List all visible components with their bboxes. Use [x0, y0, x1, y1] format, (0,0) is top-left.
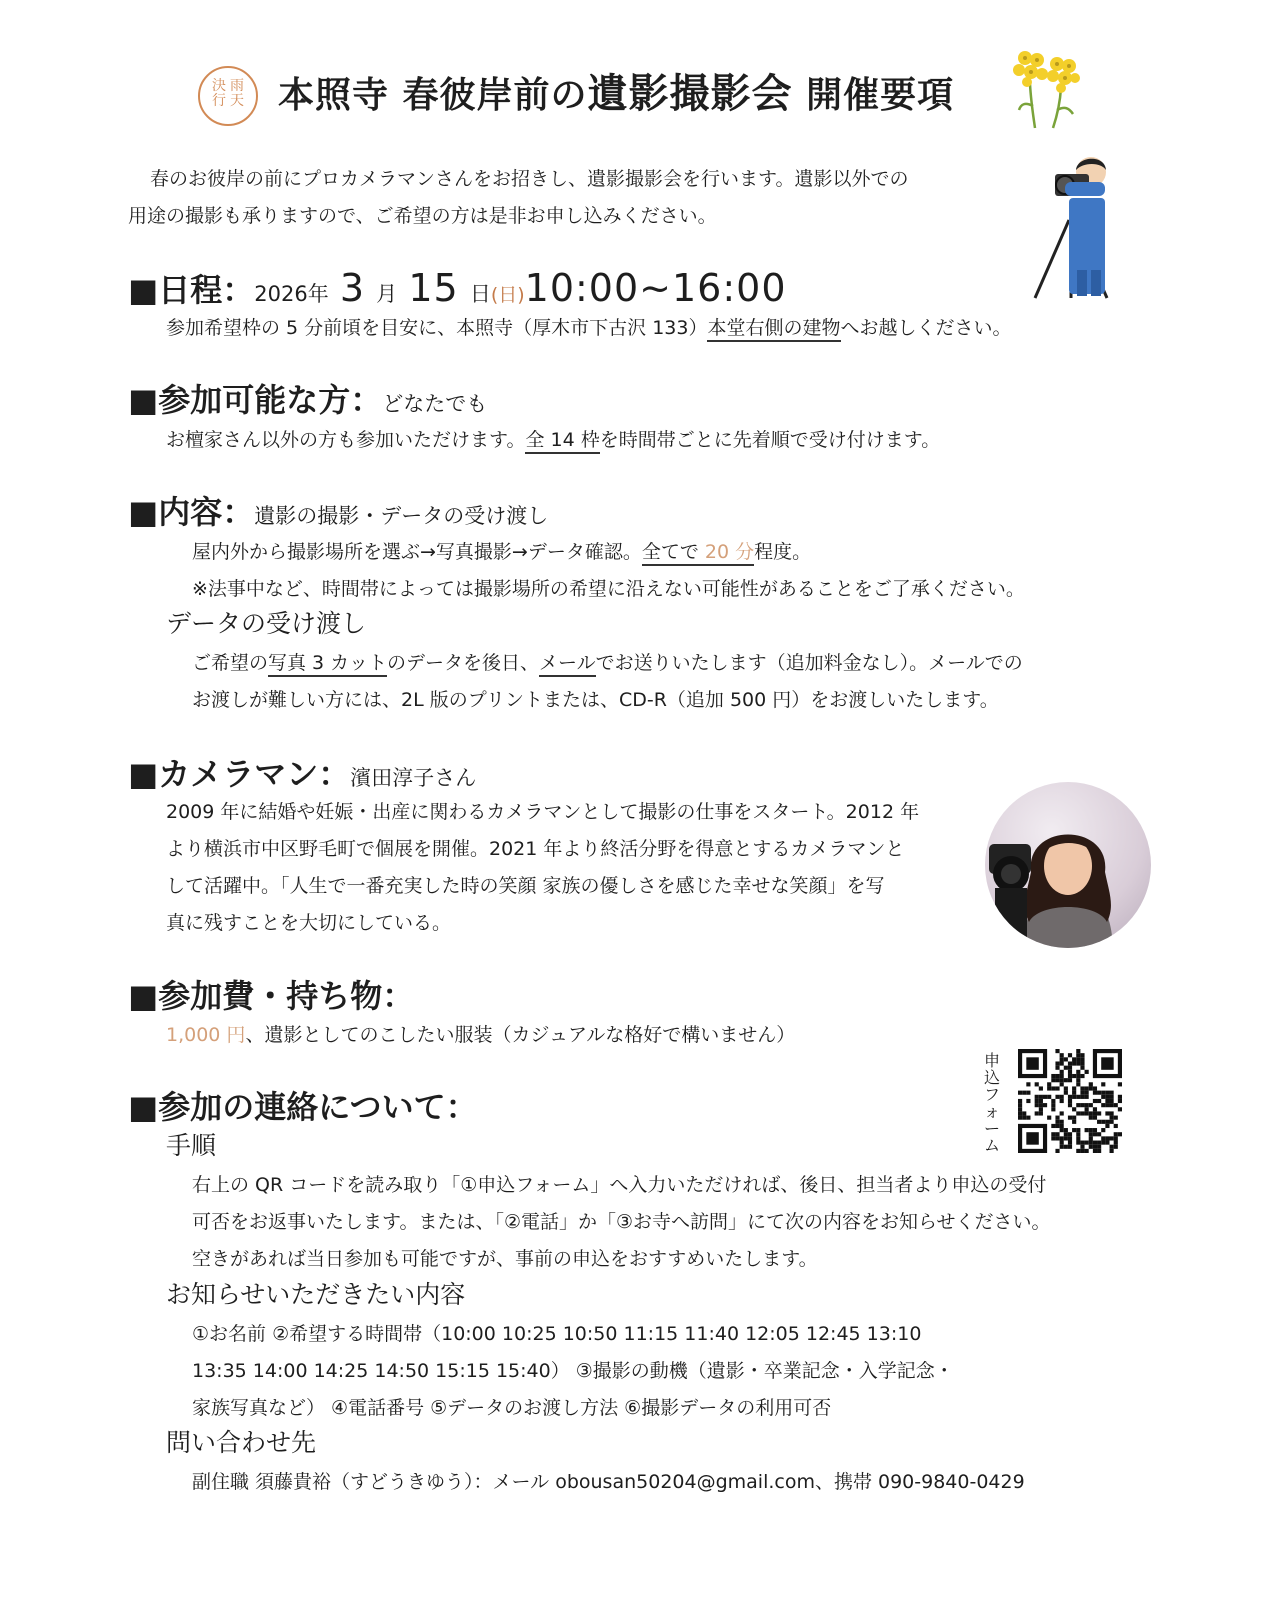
- cameraman-bio-1: 2009 年に結婚や妊娠・出産に関わるカメラマンとして撮影の仕事をスタート。2012 年: [166, 801, 920, 823]
- fee-note: 1,000 円、遺影としてのこしたい服装（カジュアルな格好で構いません）: [166, 1024, 796, 1046]
- page-title: 本照寺 春彼岸前の遺影撮影会 開催要項: [278, 71, 955, 117]
- application-form-qr-code[interactable]: [1018, 1049, 1122, 1153]
- inquiry-details: 副住職 須藤貴裕（すどうきゆう）：メール obousan50204@gmail.com、携帯 090-9840-0429: [192, 1471, 1025, 1493]
- info-line-2: 13:35 14:00 14:25 14:50 15:15 15:40） ③撮影の動機（遺影・卒業記念・入学記念・: [192, 1360, 954, 1382]
- intro-line-2: 用途の撮影も承りますので、ご希望の方は是非お申し込みください。: [128, 205, 717, 227]
- cameraman-bio-2: より横浜市中区野毛町で個展を開催。2021 年より終活分野を得意とするカメラマンと: [166, 838, 905, 860]
- steps-line-1: 右上の QR コードを読み取り「①申込フォーム」へ入力いただければ、後日、担当者より申込の受付: [192, 1174, 1047, 1196]
- steps-line-3: 空きがあれば当日参加も可能ですが、事前の申込をおすすめいたします。: [192, 1248, 818, 1270]
- content-line-2: ※法事中など、時間帯によっては撮影場所の希望に沿えない可能性があることをご了承ください。: [192, 578, 1025, 600]
- steps-heading: 手順: [166, 1131, 217, 1160]
- info-line-1: ①お名前 ②希望する時間帯（10:00 10:25 10:50 11:15 11:40 12:05 12:45 13:10: [192, 1323, 922, 1345]
- eligibility-heading: ■参加可能な方：どなたでも: [128, 381, 488, 419]
- data-delivery-line-2: お渡しが難しい方には、2L 版のプリントまたは、CD-R（追加 500 円）をお渡しいたします。: [192, 689, 999, 711]
- cameraman-bio-3: して活躍中。「人生で一番充実した時の笑顔 家族の優しさを感じた幸せな笑顔」を写: [166, 875, 885, 897]
- intro-line-1: 春のお彼岸の前にプロカメラマンさんをお招きし、遺影撮影会を行います。遺影以外での: [150, 168, 909, 190]
- info-line-3: 家族写真など） ④電話番号 ⑤データのお渡し方法 ⑥撮影データの利用可否: [192, 1397, 832, 1419]
- fee-heading: ■参加費・持ち物：: [128, 977, 415, 1015]
- cameraman-heading: ■カメラマン：濱田淳子さん: [128, 755, 477, 793]
- cameraman-photo: [985, 782, 1151, 948]
- cameraman-illustration-icon: [1025, 150, 1115, 300]
- schedule-heading: ■日程：2026年 3 月 15 日(日)10:00~16:00: [128, 266, 787, 310]
- schedule-note: 参加希望枠の 5 分前頃を目安に、本照寺（厚木市下古沢 133）本堂右側の建物へお越しください。: [166, 309, 1012, 347]
- content-heading: ■内容：遺影の撮影・データの受け渡し: [128, 493, 549, 531]
- content-line-1: 屋内外から撮影場所を選ぶ→写真撮影→データ確認。全てで 20 分程度。: [192, 533, 811, 571]
- rapeseed-flower-icon: [1005, 44, 1085, 130]
- rain-seal-stamp: 決 雨 行 天: [198, 66, 258, 126]
- info-heading: お知らせいただきたい内容: [166, 1280, 466, 1309]
- contact-heading: ■参加の連絡について：: [128, 1088, 478, 1126]
- inquiry-heading: 問い合わせ先: [166, 1428, 317, 1457]
- eligibility-note: お檀家さん以外の方も参加いただけます。全 14 枠を時間帯ごとに先着順で受け付けます。: [166, 421, 940, 459]
- cameraman-bio-4: 真に残すことを大切にしている。: [166, 912, 452, 934]
- qr-label: 申込フォーム: [983, 1051, 1000, 1155]
- steps-line-2: 可否をお返事いたします。または、「②電話」か「③お寺へ訪問」にて次の内容をお知らせください。: [192, 1211, 1051, 1233]
- data-delivery-heading: データの受け渡し: [166, 609, 367, 638]
- data-delivery-line-1: ご希望の写真 3 カットのデータを後日、メールでお送りいたします（追加料金なし）。メールでの: [192, 644, 1023, 682]
